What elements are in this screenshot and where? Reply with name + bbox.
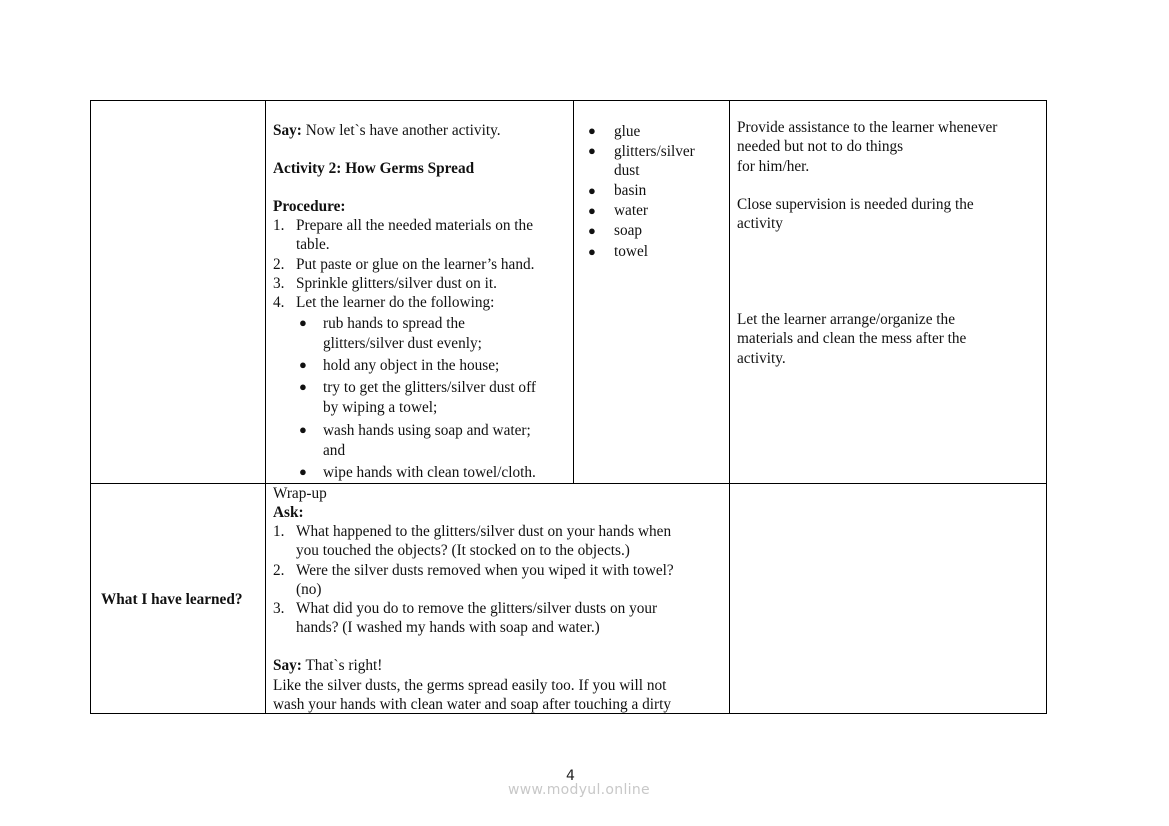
question-text: hands? (I washed my hands with soap and water.) (296, 619, 600, 636)
step-text: table. (296, 236, 330, 253)
note-line: for him/her. (737, 158, 810, 175)
table-border-right (1046, 100, 1047, 714)
activity-title (273, 159, 474, 178)
column-divider-3 (729, 100, 730, 714)
bullet-icon: ● (299, 379, 307, 394)
section-label-text: What I have learned? (101, 591, 243, 608)
material-item: basin (614, 182, 647, 199)
procedure-label-text: Procedure: (273, 198, 346, 215)
bullet-icon: ● (588, 244, 596, 259)
step-number: 2. (273, 256, 285, 273)
sub-item: by wiping a towel; (323, 399, 438, 416)
say-label: Say: (273, 657, 302, 674)
note-line: materials and clean the mess after the (737, 330, 967, 347)
bullet-icon: ● (299, 464, 307, 479)
question-number: 3. (273, 600, 285, 617)
column-divider-2 (573, 100, 574, 484)
say-label: Say: (273, 122, 302, 139)
question-text: you touched the objects? (It stocked on to the objects.) (296, 542, 630, 559)
watermark: www.modyul.online (508, 782, 650, 798)
bullet-icon: ● (588, 183, 596, 198)
column-divider-1 (265, 100, 266, 714)
table-border-left (90, 100, 91, 714)
step-number: 3. (273, 275, 285, 292)
material-item: water (614, 202, 648, 219)
note-line: Provide assistance to the learner whenever (737, 119, 998, 136)
question-text: Were the silver dusts removed when you wiped it with towel? (296, 562, 674, 579)
sub-item: and (323, 442, 346, 459)
sub-item: wash hands using soap and water; (323, 422, 531, 439)
say-text: Now let`s have another activity. (301, 122, 501, 139)
material-item: towel (614, 243, 648, 260)
bullet-icon: ● (299, 422, 307, 437)
table-border-bottom (90, 713, 1047, 714)
step-number: 4. (273, 294, 285, 311)
note-line: Let the learner arrange/organize the (737, 311, 955, 328)
note-line: activity. (737, 350, 786, 367)
step-number: 1. (273, 217, 285, 234)
bullet-icon: ● (588, 223, 596, 238)
section-label (101, 590, 243, 609)
bullet-icon: ● (588, 123, 596, 138)
material-item: glue (614, 123, 641, 140)
ask-label-text: Ask: (273, 504, 304, 521)
activity-title-text: Activity 2: How Germs Spread (273, 160, 475, 177)
question-number: 1. (273, 523, 285, 540)
note-line: needed but not to do things (737, 138, 904, 155)
bullet-icon: ● (299, 357, 307, 372)
question-text: What did you do to remove the glitters/silver dusts on your (296, 600, 658, 617)
bullet-icon: ● (588, 203, 596, 218)
sub-item: wipe hands with clean towel/cloth. (323, 464, 536, 481)
question-text: What happened to the glitters/silver dust on your hands when (296, 523, 672, 540)
row-divider (90, 483, 1047, 484)
procedure-label (273, 197, 346, 216)
closing-line: wash your hands with clean water and soap after touching a dirty (273, 696, 672, 713)
sub-item: try to get the glitters/silver dust off (323, 379, 536, 396)
sub-item: glitters/silver dust evenly; (323, 335, 482, 352)
material-item: dust (614, 162, 640, 179)
say-instruction (273, 121, 501, 140)
material-item: soap (614, 222, 643, 239)
step-text: Let the learner do the following: (296, 294, 495, 311)
bullet-icon: ● (588, 143, 596, 158)
question-number: 2. (273, 562, 285, 579)
step-text: Sprinkle glitters/silver dust on it. (296, 275, 497, 292)
note-line: Close supervision is needed during the (737, 196, 974, 213)
sub-item: hold any object in the house; (323, 357, 500, 374)
wrapup-title: Wrap-up (273, 485, 327, 502)
note-line: activity (737, 215, 783, 232)
step-text: Put paste or glue on the learner’s hand. (296, 256, 535, 273)
page-number: 4 (566, 768, 575, 784)
question-text: (no) (296, 581, 322, 598)
step-text: Prepare all the needed materials on the (296, 217, 533, 234)
closing-line: Like the silver dusts, the germs spread easily too. If you will not (273, 677, 667, 694)
ask-label (273, 503, 304, 522)
say-instruction (273, 656, 382, 675)
bullet-icon: ● (299, 315, 307, 330)
sub-item: rub hands to spread the (323, 315, 465, 332)
material-item: glitters/silver (614, 143, 695, 160)
say-text: That`s right! (301, 657, 383, 674)
table-border-top (90, 100, 1047, 101)
